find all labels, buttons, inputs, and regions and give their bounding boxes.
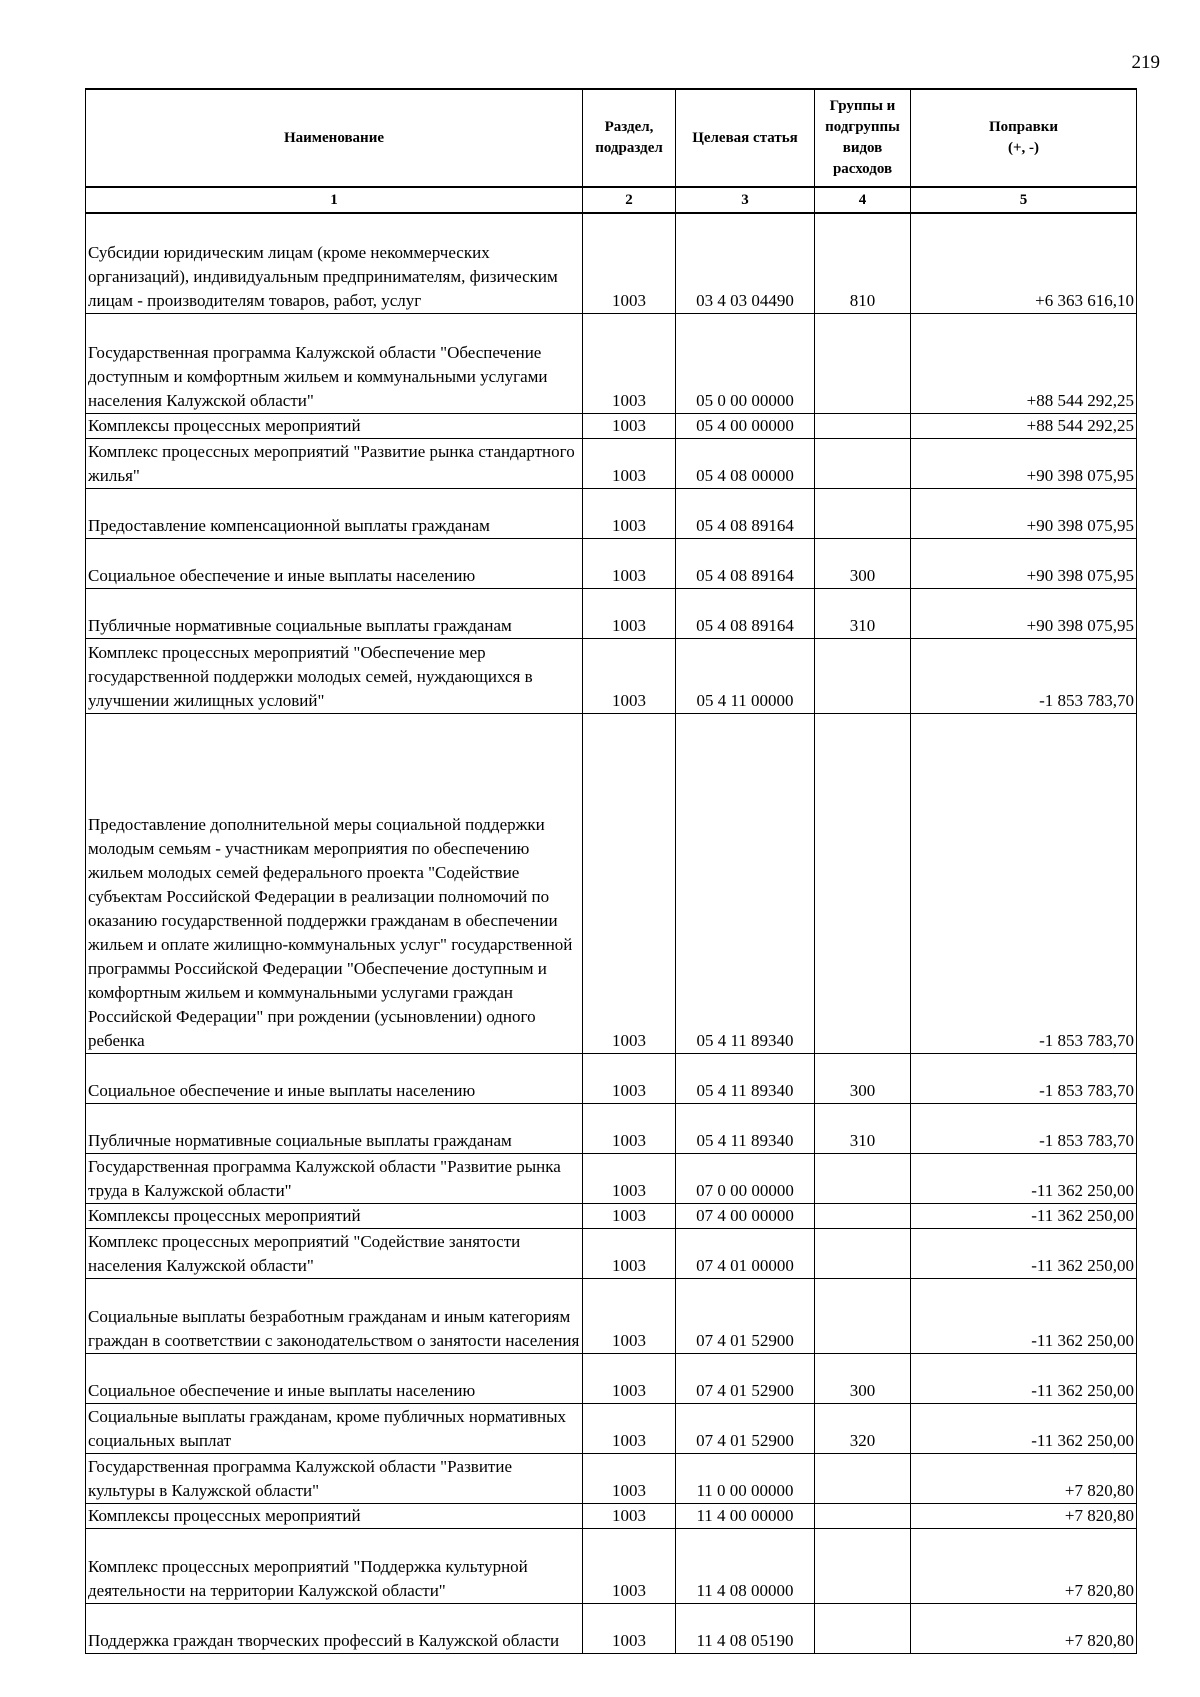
row-group-cell — [815, 1228, 911, 1278]
row-target-cell: 11 4 00 00000 — [676, 1503, 815, 1528]
row-section-cell: 1003 — [583, 1228, 676, 1278]
row-target-cell: 11 0 00 00000 — [676, 1453, 815, 1503]
header-amendment — [911, 89, 1137, 187]
row-section-cell: 1003 — [583, 313, 676, 413]
row-section-cell: 1003 — [583, 1103, 676, 1153]
row-target-cell: 05 4 11 89340 — [676, 1053, 815, 1103]
row-amount-cell: +88 544 292,25 — [911, 313, 1137, 413]
row-section-cell: 1003 — [583, 438, 676, 488]
row-name-cell: Публичные нормативные социальные выплаты гражданам — [86, 1103, 583, 1153]
column-number: 3 — [676, 187, 815, 213]
row-target-cell: 07 4 01 00000 — [676, 1228, 815, 1278]
header-group: Группы и подгруппы видов расходов — [815, 89, 911, 187]
row-amount-cell: -11 362 250,00 — [911, 1203, 1137, 1228]
row-target-cell: 05 4 00 00000 — [676, 413, 815, 438]
table-row — [86, 638, 1137, 713]
row-amount-cell: -11 362 250,00 — [911, 1353, 1137, 1403]
table-row — [86, 1528, 1137, 1603]
header-amendment-sign: (+, -) — [1007, 140, 1040, 156]
row-name-cell: Государственная программа Калужской области "Развитие культуры в Калужской области" — [86, 1453, 583, 1503]
column-number: 4 — [815, 187, 911, 213]
row-name-cell: Социальные выплаты безработным гражданам и иным категориям граждан в соответствии с законодательством о занятости населения — [86, 1278, 583, 1353]
row-group-cell — [815, 713, 911, 1053]
table-row — [86, 1503, 1137, 1528]
row-group-cell — [815, 438, 911, 488]
row-group-cell — [815, 488, 911, 538]
row-target-cell: 07 0 00 00000 — [676, 1153, 815, 1203]
row-section-cell: 1003 — [583, 213, 676, 313]
table-row — [86, 1278, 1137, 1353]
row-section-cell: 1003 — [583, 488, 676, 538]
row-target-cell: 05 4 11 00000 — [676, 638, 815, 713]
row-amount-cell: -11 362 250,00 — [911, 1403, 1137, 1453]
row-group-cell — [815, 1453, 911, 1503]
row-section-cell: 1003 — [583, 1453, 676, 1503]
row-target-cell: 05 4 08 89164 — [676, 588, 815, 638]
row-section-cell: 1003 — [583, 1278, 676, 1353]
row-target-cell: 05 4 08 89164 — [676, 538, 815, 588]
row-amount-cell: +90 398 075,95 — [911, 538, 1137, 588]
row-group-cell: 300 — [815, 1053, 911, 1103]
row-amount-cell: -1 853 783,70 — [911, 638, 1137, 713]
row-section-cell: 1003 — [583, 1603, 676, 1653]
row-group-cell — [815, 1278, 911, 1353]
row-amount-cell: +90 398 075,95 — [911, 438, 1137, 488]
row-section-cell: 1003 — [583, 1053, 676, 1103]
table-row — [86, 1053, 1137, 1103]
table-row — [86, 1603, 1137, 1653]
row-name-cell: Государственная программа Калужской области "Развитие рынка труда в Калужской области" — [86, 1153, 583, 1203]
table-row — [86, 488, 1137, 538]
table-row — [86, 538, 1137, 588]
table-row — [86, 1403, 1137, 1453]
row-group-cell — [815, 638, 911, 713]
row-group-cell: 810 — [815, 213, 911, 313]
table-row — [86, 213, 1137, 313]
row-amount-cell: +7 820,80 — [911, 1453, 1137, 1503]
header-name: Наименование — [86, 89, 583, 187]
table-row — [86, 438, 1137, 488]
row-amount-cell: -1 853 783,70 — [911, 1103, 1137, 1153]
row-group-cell — [815, 1528, 911, 1603]
row-section-cell: 1003 — [583, 413, 676, 438]
row-section-cell: 1003 — [583, 1353, 676, 1403]
budget-amendments-table — [85, 88, 1137, 1654]
row-amount-cell: -1 853 783,70 — [911, 1053, 1137, 1103]
table-row — [86, 1353, 1137, 1403]
row-target-cell: 03 4 03 04490 — [676, 213, 815, 313]
row-name-cell: Социальные выплаты гражданам, кроме публичных нормативных социальных выплат — [86, 1403, 583, 1453]
row-amount-cell: +90 398 075,95 — [911, 588, 1137, 638]
row-section-cell: 1003 — [583, 713, 676, 1053]
table-row — [86, 713, 1137, 1053]
table-body — [86, 213, 1137, 1653]
row-target-cell: 05 4 08 00000 — [676, 438, 815, 488]
row-name-cell: Комплексы процессных мероприятий — [86, 413, 583, 438]
row-group-cell — [815, 1503, 911, 1528]
row-target-cell: 11 4 08 05190 — [676, 1603, 815, 1653]
row-target-cell: 05 4 08 89164 — [676, 488, 815, 538]
row-group-cell: 320 — [815, 1403, 911, 1453]
row-amount-cell: -1 853 783,70 — [911, 713, 1137, 1053]
table-row — [86, 1203, 1137, 1228]
row-name-cell: Комплекс процессных мероприятий "Развитие рынка стандартного жилья" — [86, 438, 583, 488]
table-row — [86, 1453, 1137, 1503]
row-section-cell: 1003 — [583, 1403, 676, 1453]
header-amendment-title: Поправки — [988, 119, 1059, 135]
row-name-cell: Комплексы процессных мероприятий — [86, 1203, 583, 1228]
header-target: Целевая статья — [676, 89, 815, 187]
page-number: 219 — [1131, 52, 1160, 73]
row-group-cell — [815, 1153, 911, 1203]
row-name-cell: Комплекс процессных мероприятий "Обеспечение мер государственной поддержки молодых семей, нуждающихся в улучшении жилищных условий" — [86, 638, 583, 713]
table-row — [86, 1228, 1137, 1278]
row-name-cell: Публичные нормативные социальные выплаты гражданам — [86, 588, 583, 638]
table-row — [86, 588, 1137, 638]
row-group-cell — [815, 1603, 911, 1653]
row-target-cell: 05 4 11 89340 — [676, 1103, 815, 1153]
row-section-cell: 1003 — [583, 638, 676, 713]
row-name-cell: Государственная программа Калужской области "Обеспечение доступным и комфортным жильем и коммунальными услугами населения Калужской области" — [86, 313, 583, 413]
row-target-cell: 07 4 01 52900 — [676, 1403, 815, 1453]
row-group-cell: 300 — [815, 538, 911, 588]
row-amount-cell: +7 820,80 — [911, 1528, 1137, 1603]
row-name-cell: Социальное обеспечение и иные выплаты населению — [86, 1053, 583, 1103]
row-amount-cell: +90 398 075,95 — [911, 488, 1137, 538]
row-section-cell: 1003 — [583, 1153, 676, 1203]
header-section: Раздел, подраздел — [583, 89, 676, 187]
row-name-cell: Поддержка граждан творческих профессий в Калужской области — [86, 1603, 583, 1653]
row-name-cell: Предоставление компенсационной выплаты гражданам — [86, 488, 583, 538]
row-name-cell: Комплексы процессных мероприятий — [86, 1503, 583, 1528]
row-group-cell: 310 — [815, 1103, 911, 1153]
table-row — [86, 313, 1137, 413]
table-row — [86, 1153, 1137, 1203]
row-amount-cell: +88 544 292,25 — [911, 413, 1137, 438]
row-group-cell — [815, 413, 911, 438]
column-number: 2 — [583, 187, 676, 213]
row-section-cell: 1003 — [583, 1203, 676, 1228]
row-target-cell: 07 4 01 52900 — [676, 1278, 815, 1353]
row-amount-cell: +7 820,80 — [911, 1503, 1137, 1528]
row-section-cell: 1003 — [583, 1503, 676, 1528]
row-name-cell: Предоставление дополнительной меры социальной поддержки молодым семьям - участникам мероприятия по обеспечению жильем молодых семей федерального проекта "Содействие субъектам Российской Федерации в реализации полномочий по оказанию государственной поддержки гражданам в обеспечении жильем и оплате жилищно-коммунальных услуг" государственной программы Российской Федерации "Обеспечение доступным и комфортным жильем и коммунальными услугами граждан Российской Федерации" при рождении (усыновлении) одного ребенка — [86, 713, 583, 1053]
row-name-cell: Комплекс процессных мероприятий "Содействие занятости населения Калужской области" — [86, 1228, 583, 1278]
row-group-cell: 310 — [815, 588, 911, 638]
row-target-cell: 07 4 00 00000 — [676, 1203, 815, 1228]
row-group-cell — [815, 1203, 911, 1228]
row-name-cell: Социальное обеспечение и иные выплаты населению — [86, 538, 583, 588]
table-row — [86, 413, 1137, 438]
row-name-cell: Комплекс процессных мероприятий "Поддержка культурной деятельности на территории Калужской области" — [86, 1528, 583, 1603]
column-number: 1 — [86, 187, 583, 213]
row-amount-cell: +7 820,80 — [911, 1603, 1137, 1653]
row-group-cell — [815, 313, 911, 413]
row-target-cell: 05 4 11 89340 — [676, 713, 815, 1053]
row-section-cell: 1003 — [583, 1528, 676, 1603]
row-amount-cell: -11 362 250,00 — [911, 1228, 1137, 1278]
row-name-cell: Субсидии юридическим лицам (кроме некоммерческих организаций), индивидуальным предпринимателям, физическим лицам - производителям товаров, работ, услуг — [86, 213, 583, 313]
row-target-cell: 11 4 08 00000 — [676, 1528, 815, 1603]
row-amount-cell: -11 362 250,00 — [911, 1278, 1137, 1353]
row-amount-cell: +6 363 616,10 — [911, 213, 1137, 313]
row-group-cell: 300 — [815, 1353, 911, 1403]
column-number: 5 — [911, 187, 1137, 213]
row-amount-cell: -11 362 250,00 — [911, 1153, 1137, 1203]
row-section-cell: 1003 — [583, 538, 676, 588]
row-section-cell: 1003 — [583, 588, 676, 638]
column-number-row — [86, 187, 1137, 213]
table-row — [86, 1103, 1137, 1153]
row-target-cell: 07 4 01 52900 — [676, 1353, 815, 1403]
row-name-cell: Социальное обеспечение и иные выплаты населению — [86, 1353, 583, 1403]
row-target-cell: 05 0 00 00000 — [676, 313, 815, 413]
table-header-row — [86, 89, 1137, 187]
